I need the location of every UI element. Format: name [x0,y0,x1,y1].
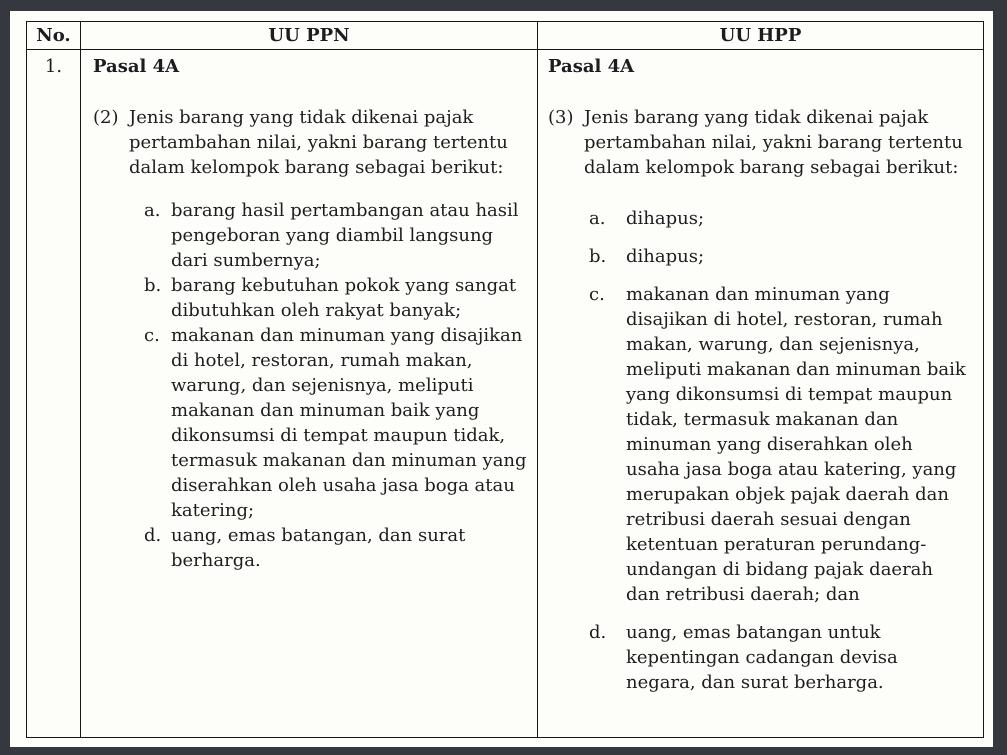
pasal-title-right: Pasal 4A [548,56,635,77]
item-text: makanan dan minuman yang disajikan di hotel, restoran, rumah makan, warung, dan sejenisnya, meliputi makanan dan minuman baik yang dikonsumsi di tempat maupun tidak, termasuk makanan dan minuman yang diserahkan oleh usaha jasa boga atau katering; [171,325,527,521]
pasal-title-left: Pasal 4A [93,56,180,77]
clause-number-left: (2) [93,107,119,128]
document-page [10,11,993,747]
item-list-left [144,198,527,573]
item-text: dihapus; [626,246,705,267]
comparison-table [26,21,984,738]
item-letter: d. [144,525,162,546]
item-text: barang kebutuhan pokok yang sangat dibutuhkan oleh rakyat banyak; [171,275,517,321]
item-letter: a. [144,200,161,221]
header-no: No. [27,22,81,50]
list-item [589,620,971,695]
item-list-right [589,206,971,695]
clause-number-right: (3) [548,107,574,128]
item-letter: c. [144,325,160,346]
list-item [144,198,527,273]
list-item [144,273,527,323]
row-number: 1. [44,56,63,77]
item-text: uang, emas batangan untuk kepentingan cadangan devisa negara, dan surat berharga. [626,622,898,693]
item-letter: b. [589,246,607,267]
item-text: dihapus; [626,208,705,229]
clause-right [548,105,971,180]
list-item [144,523,527,573]
item-letter: a. [589,208,606,229]
header-uu-ppn: UU PPN [81,22,538,50]
table-row [27,50,984,738]
list-item [589,206,971,231]
item-letter: b. [144,275,162,296]
item-text: makanan dan minuman yang disajikan di hotel, restoran, rumah makan, warung, dan sejenisnya, meliputi makanan dan minuman baik yang dikonsumsi di tempat maupun tidak, termasuk makanan dan minuman yang diserahkan oleh usaha jasa boga atau katering, yang merupakan objek pajak daerah dan retribusi daerah sesuai dengan ketentuan peraturan perundang-undangan di bidang pajak daerah dan retribusi daerah; dan [626,284,966,605]
uu-hpp-cell [538,50,984,738]
item-letter: c. [589,284,605,305]
uu-ppn-cell [81,50,538,738]
clause-text-left: Jenis barang yang tidak dikenai pajak pertambahan nilai, yakni barang tertentu dalam kelompok barang sebagai berikut: [129,107,508,178]
item-text: uang, emas batangan, dan surat berharga. [171,525,466,571]
item-text: barang hasil pertambangan atau hasil pengeboran yang diambil langsung dari sumbernya; [171,200,519,271]
list-item [589,244,971,269]
clause-left [93,105,527,180]
header-uu-hpp: UU HPP [538,22,984,50]
item-letter: d. [589,622,607,643]
list-item [589,282,971,607]
clause-text-right: Jenis barang yang tidak dikenai pajak pertambahan nilai, yakni barang tertentu dalam kelompok barang sebagai berikut: [584,107,963,178]
list-item [144,323,527,523]
header-row [27,22,984,50]
row-number-cell [27,50,81,738]
